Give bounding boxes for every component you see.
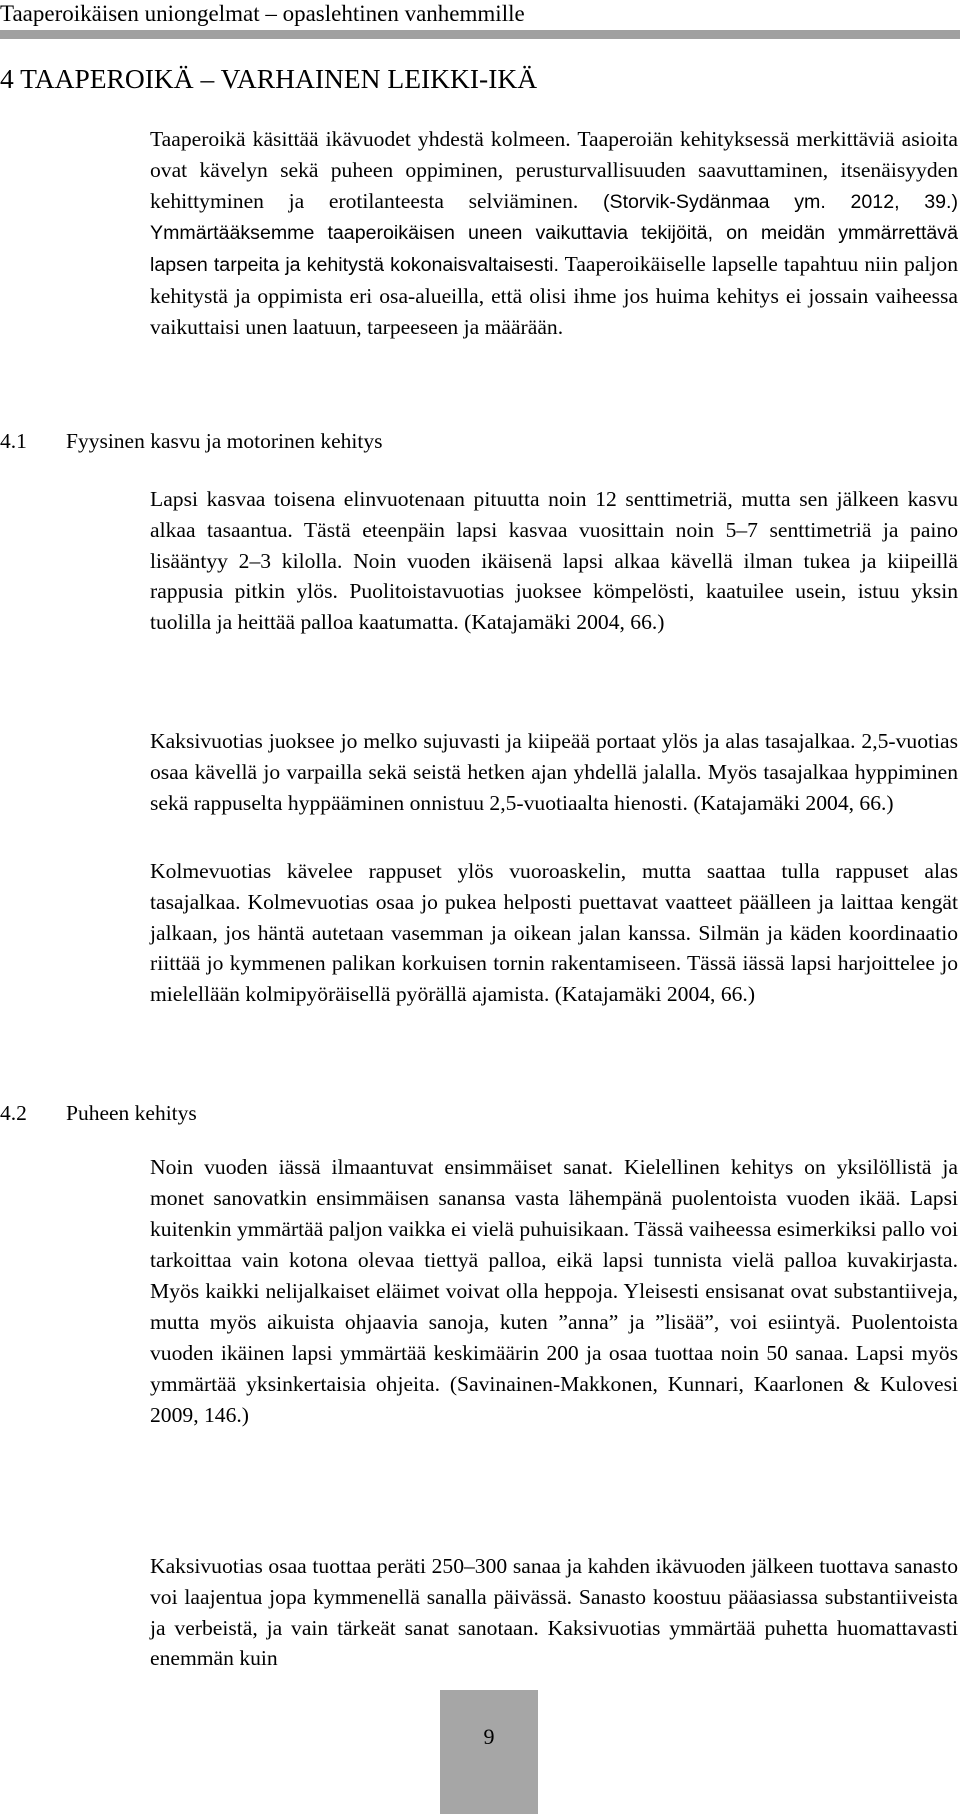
header-rule <box>0 30 960 39</box>
intro-paragraph <box>150 124 958 343</box>
page-number: 9 <box>483 1724 495 1749</box>
running-header: Taaperoikäisen uniongelmat – opaslehtinen vanhemmille <box>0 1 525 26</box>
paragraph: Kaksivuotias osaa tuottaa peräti 250–300 sanaa ja kahden ikävuoden jälkeen tuottava sanasto voi laajentua jopa kymmenellä sanalla päivässä. Sanasto koostuu pääasiassa substantiiveista ja verbeistä, ja vain tärkeät sanat sanotaan. Kaksivuotias ymmärtää puhetta huomattavasti enemmän kuin <box>150 1554 958 1671</box>
intro-citation: (Storvik-Sydänmaa ym. 2012, 39.) <box>602 190 958 213</box>
intro-text-3: Taaperoikäiselle lapselle tapahtuu niin paljon kehitystä ja oppimista eri osa-alueilla, että olisi ihme jos huima kehitys ei jossain vaiheessa vaikuttaisi unen laatuun, tarpeeseen ja määrään. <box>150 252 959 339</box>
paragraph: Kolmevuotias kävelee rappuset ylös vuoroaskelin, mutta saattaa tulla rappuset alas tasajalkaa. Kolmevuotias osaa jo pukea helposti puettavat vaatteet päälleen ja laittaa kengät jalkaan, jos häntä autetaan vasemman ja oikean jalan kanssa. Silmän ja käden koordinaatio riittää jo kymmenen palikan korkuisen tornin rakentamiseen. Tässä iässä lapsi harjoittelee jo mielellään kolmipyöräisellä pyörällä ajamista. (Katajamäki 2004, 66.) <box>150 859 958 1007</box>
intro-text-1: Taaperoikä käsittää ikävuodet yhdestä kolmeen. Taaperoiän kehityksessä merkittäviä asioita ovat kävelyn sekä puheen oppiminen, perusturvallisuuden saavuttaminen, itsenäisyyden kehittyminen ja erotilanteesta selviäminen. <box>150 127 958 213</box>
paragraph: Lapsi kasvaa toisena elinvuotenaan pituutta noin 12 senttimetriä, mutta sen jälkeen kasvu alkaa tasaantua. Tästä eteenpäin lapsi kasvaa vuosittain noin 5–7 senttimetriä ja paino lisääntyy 2–3 kilolla. Noin vuoden ikäisenä lapsi alkaa kävellä ilman tukea ja kiipeillä rappusia pitkin ylös. Puolitoistavuotias juoksee kömpelösti, kaatuilee usein, istuu yksin tuolilla ja heittää palloa kaatumatta. (Katajamäki 2004, 66.) <box>150 487 958 635</box>
section-number: 4.2 <box>0 1101 27 1125</box>
section-title: Puheen kehitys <box>66 1101 197 1125</box>
chapter-title: 4 TAAPEROIKÄ – VARHAINEN LEIKKI-IKÄ <box>0 63 538 94</box>
intro-text-2: Ymmärtääksemme taaperoikäisen uneen vaikuttavia tekijöitä, on meidän ymmärrettävä lapsen tarpeita ja kehitystä kokonaisvaltaisesti. <box>150 222 958 277</box>
section-number: 4.1 <box>0 429 27 453</box>
paragraph: Kaksivuotias juoksee jo melko sujuvasti ja kiipeää portaat ylös ja alas tasajalkaa. 2,5-vuotias osaa kävellä jo varpailla sekä seistä hetken ajan yhdellä jalalla. Myös tasajalkaa hyppiminen sekä rappuselta hyppääminen onnistuu 2,5-vuotiaalta hienosti. (Katajamäki 2004, 66.) <box>150 729 958 815</box>
page-number-box <box>440 1690 538 1814</box>
paragraph: Noin vuoden iässä ilmaantuvat ensimmäiset sanat. Kielellinen kehitys on yksilöllistä ja monet sanovatkin ensimmäisen sanansa vasta lähempänä puolentoista vuoden ikää. Lapsi kuitenkin ymmärtää paljon vaikka ei vielä puhuisikaan. Tässä vaiheessa esimerkiksi pallo voi tarkoittaa vain kotona olevaa tiettyä palloa, eikä lapsi tunnista vielä palloa kuvakirjasta. Myös kaikki nelijalkaiset eläimet voivat olla heppoja. Yleisesti ensisanat ovat substantiiveja, mutta myös aikuista ohjaavia sanoja, kuten ”anna” ja ”lisää”, voi esiintyä. Puolentoista vuoden ikäinen lapsi ymmärtää keskimäärin 200 ja osaa tuottaa noin 50 sanaa. Lapsi myös ymmärtää yksinkertaisia ohjeita. (Savinainen-Makkonen, Kunnari, Kaarlonen & Kulovesi 2009, 146.) <box>150 1155 958 1427</box>
section-title: Fyysinen kasvu ja motorinen kehitys <box>66 429 383 453</box>
section-heading-4-2 <box>0 1099 197 1127</box>
section-heading-4-1 <box>0 427 383 455</box>
